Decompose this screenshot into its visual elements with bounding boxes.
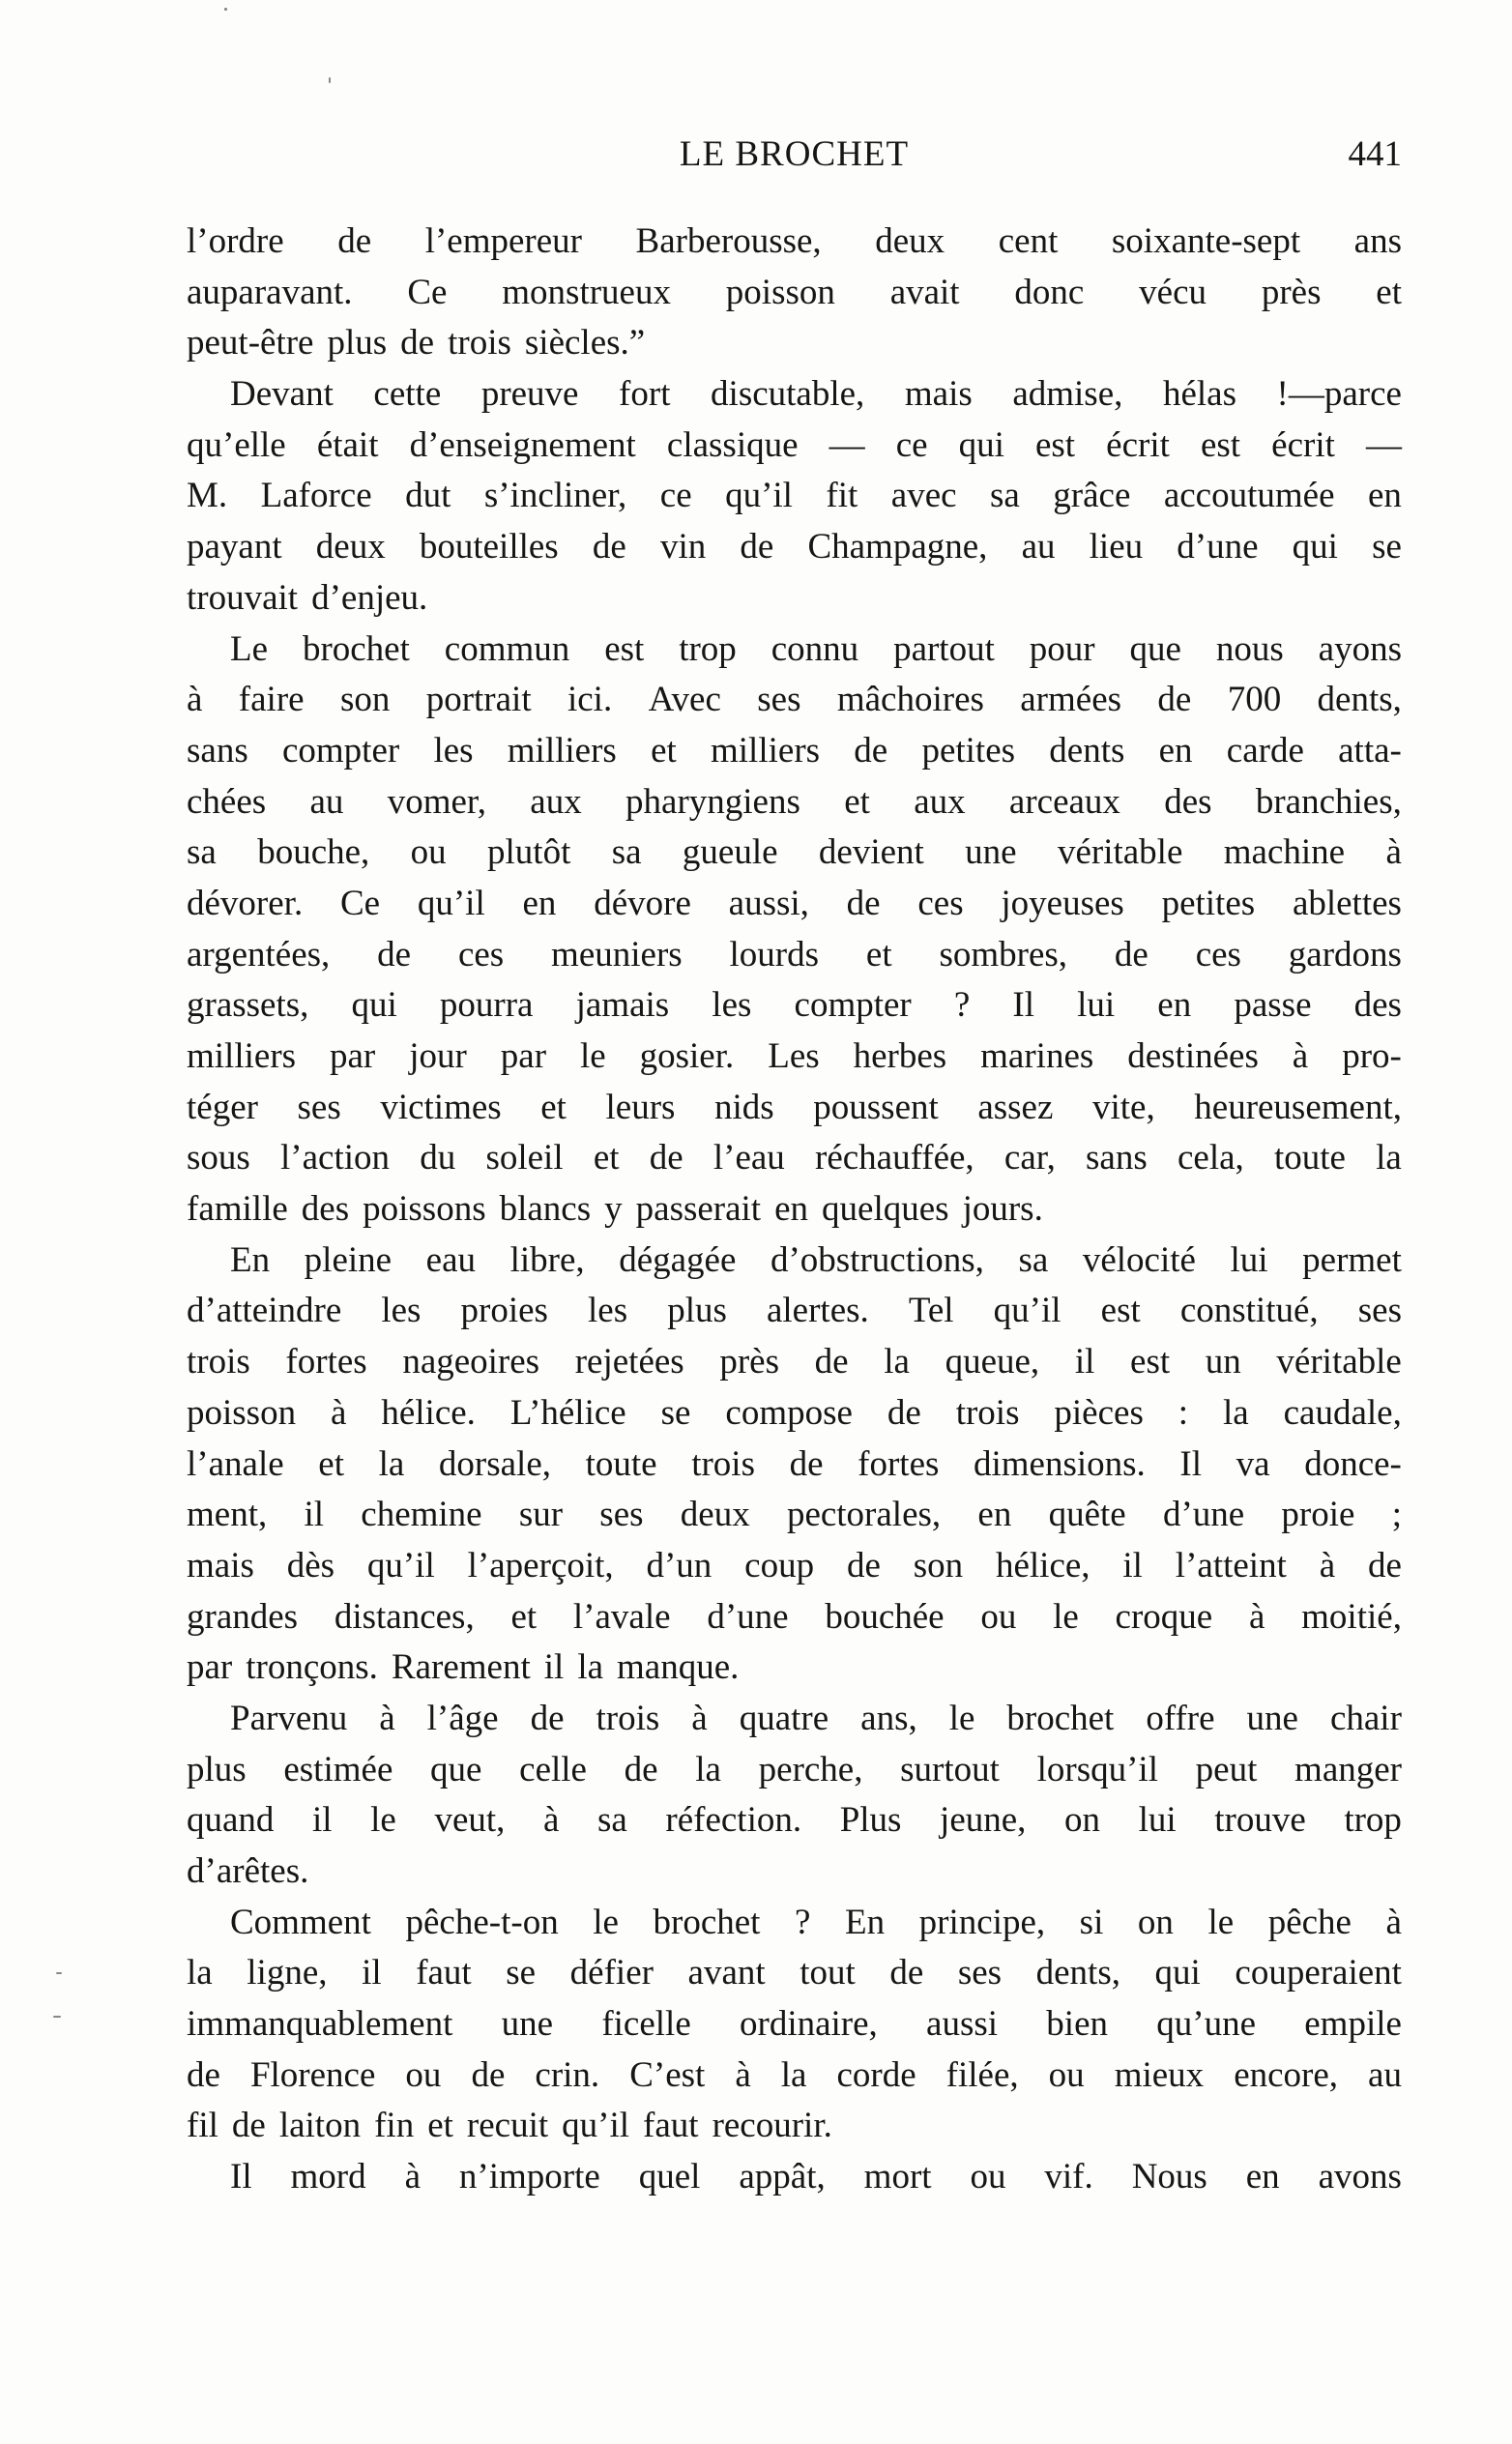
margin-speck [224, 8, 227, 11]
text-line: trois fortes nageoires rejetées près de la queue, il est un véritable [187, 1342, 1402, 1382]
margin-speck [329, 77, 331, 83]
running-title: LE BROCHET [679, 134, 910, 174]
text-line: poisson à hélice. L’hélice se compose de trois pièces : la caudale, [187, 1392, 1402, 1433]
text-line: dévorer. Ce qu’il en dévore aussi, de ces joyeuses petites ablettes [187, 883, 1402, 923]
margin-speck [53, 2016, 61, 2018]
text-line: ment, il chemine sur ses deux pectorales, en quête d’une proie ; [187, 1495, 1402, 1535]
text-line: En pleine eau libre, dégagée d’obstructions, sa vélocité lui permet [230, 1239, 1402, 1280]
text-line: grandes distances, et l’avale d’une bouchée ou le croque à moitié, [187, 1596, 1402, 1637]
text-line: milliers par jour par le gosier. Les herbes marines destinées à pro- [187, 1036, 1402, 1076]
text-line: payant deux bouteilles de vin de Champagne, au lieu d’une qui se [187, 527, 1402, 567]
text-line: Le brochet commun est trop connu partout pour que nous ayons [230, 628, 1402, 669]
text-line: par tronçons. Rarement il la manque. [187, 1647, 740, 1688]
text-line: qu’elle était d’enseignement classique — ce qui est écrit est écrit — [187, 424, 1402, 465]
text-line: fil de laiton fin et recuit qu’il faut recourir. [187, 2106, 832, 2146]
text-line: immanquablement une ficelle ordinaire, aussi bien qu’une empile [187, 2004, 1402, 2045]
text-line: grassets, qui pourra jamais les compter ? Il lui en passe des [187, 985, 1402, 1026]
text-line: à faire son portrait ici. Avec ses mâchoires armées de 700 dents, [187, 680, 1402, 720]
text-line: plus estimée que celle de la perche, surtout lorsqu’il peut manger [187, 1749, 1402, 1789]
text-line: chées au vomer, aux pharyngiens et aux arceaux des branchies, [187, 781, 1402, 822]
text-line: l’anale et la dorsale, toute trois de fortes dimensions. Il va donce- [187, 1443, 1402, 1484]
body-text [187, 217, 1402, 2203]
text-line: auparavant. Ce monstrueux poisson avait donc vécu près et [187, 272, 1402, 312]
page-number: 441 [1348, 134, 1402, 174]
text-line: M. Laforce dut s’incliner, ce qu’il fit avec sa grâce accoutumée en [187, 476, 1402, 516]
text-line: Parvenu à l’âge de trois à quatre ans, le brochet offre une chair [230, 1698, 1402, 1738]
text-line: sous l’action du soleil et de l’eau réchauffée, car, sans cela, toute la [187, 1138, 1402, 1178]
text-line: d’atteindre les proies les plus alertes. Tel qu’il est constitué, ses [187, 1291, 1402, 1331]
text-line: l’ordre de l’empereur Barberousse, deux cent soixante-sept ans [187, 221, 1402, 261]
margin-speck [56, 1972, 62, 1974]
text-line: Il mord à n’importe quel appât, mort ou vif. Nous en avons [230, 2157, 1402, 2197]
text-line: téger ses victimes et leurs nids poussent assez vite, heureusement, [187, 1087, 1402, 1127]
text-line: la ligne, il faut se défier avant tout de ses dents, qui couperaient [187, 1953, 1402, 1993]
text-line: peut-être plus de trois siècles.” [187, 323, 646, 364]
text-line: mais dès qu’il l’aperçoit, d’un coup de son hélice, il l’atteint à de [187, 1545, 1402, 1586]
text-line: sa bouche, ou plutôt sa gueule devient une véritable machine à [187, 832, 1402, 873]
text-line: d’arêtes. [187, 1851, 309, 1891]
text-line: quand il le veut, à sa réfection. Plus jeune, on lui trouve trop [187, 1800, 1402, 1841]
text-line: de Florence ou de crin. C’est à la corde filée, ou mieux encore, au [187, 2054, 1402, 2095]
text-line: famille des poissons blancs y passerait en quelques jours. [187, 1189, 1043, 1230]
text-line: argentées, de ces meuniers lourds et sombres, de ces gardons [187, 934, 1402, 975]
text-line: sans compter les milliers et milliers de petites dents en carde atta- [187, 730, 1402, 771]
text-line: trouvait d’enjeu. [187, 577, 428, 618]
text-line: Devant cette preuve fort discutable, mais admise, hélas !—parce [230, 374, 1402, 415]
running-header [187, 133, 1402, 182]
text-line: Comment pêche-t-on le brochet ? En principe, si on le pêche à [230, 1902, 1402, 1942]
